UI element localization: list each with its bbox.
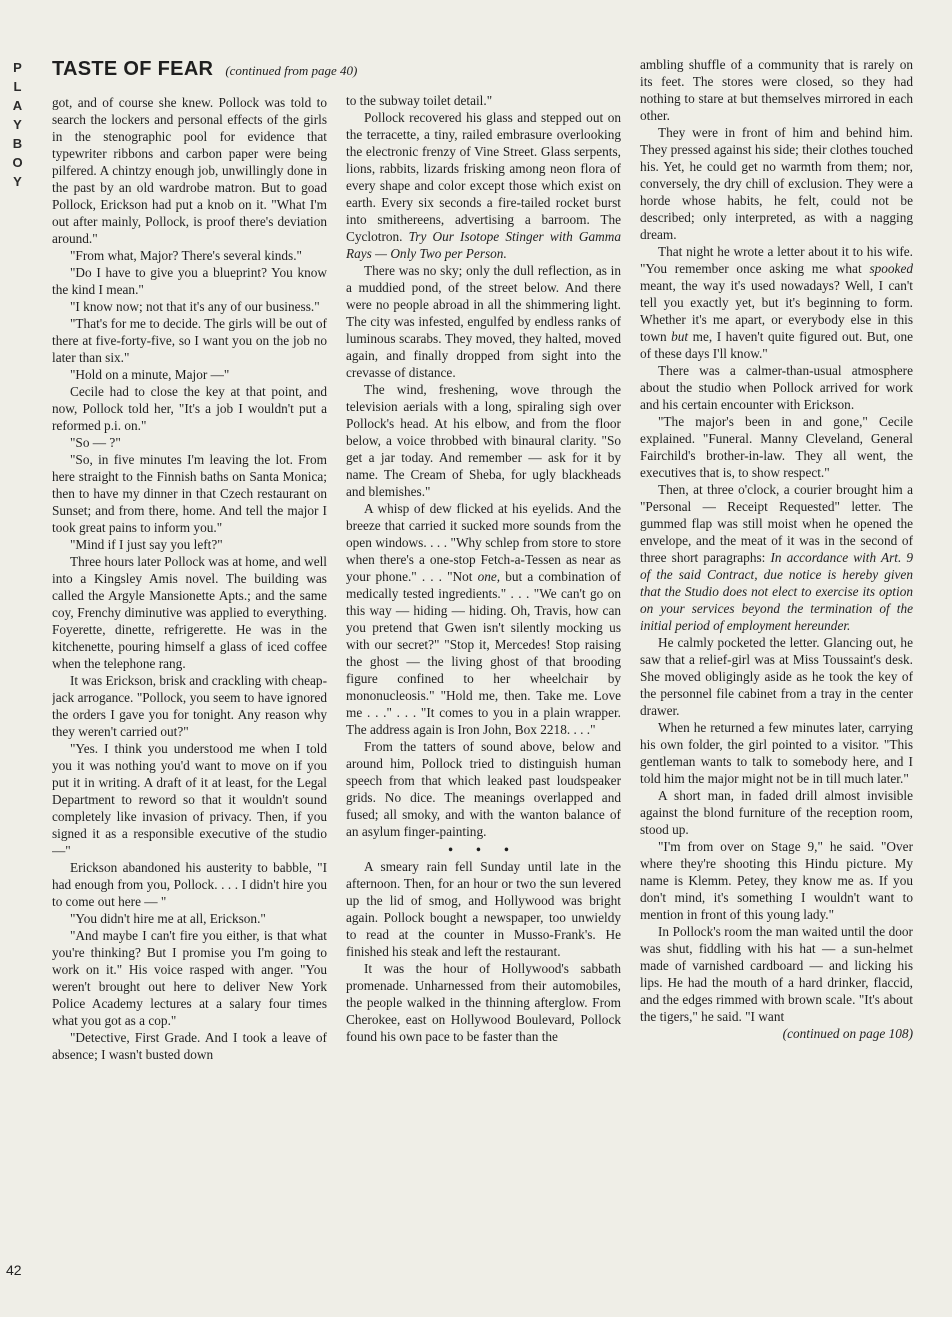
paragraph: "The major's been in and gone," Cecile explained. "Funeral. Manny Cleveland, General Fairchild's brother-in-law. They all went, the executives that is, to show respect."	[640, 414, 913, 480]
paragraph: There was a calmer-than-usual atmosphere about the studio when Pollock arrived for work and his certain encounter with Erickson.	[640, 363, 913, 412]
paragraph: A smeary rain fell Sunday until late in the afternoon. Then, for an hour or two the sun levered up the lid of smog, and Hollywood was bright again. Pollock bought a newspaper, too unwieldy to read at the counter in Musso-Frank's. He finished his steak and left the restaurant.	[346, 859, 621, 959]
article-header	[52, 58, 612, 86]
continued-on-note: (continued on page 108)	[782, 1026, 913, 1041]
page-number: 42	[6, 1262, 22, 1278]
paragraph: He calmly pocketed the letter. Glancing out, he saw that a relief-girl was at Miss Toussaint's desk. She moved obligingly aside as he took the key of the personnel file cabinet from a tray in the center drawer.	[640, 635, 913, 718]
paragraph: "So, in five minutes I'm leaving the lot. From here straight to the Finnish baths on Santa Monica; then to have my dinner in that Czech restaurant on Sunset; and from there, home. And tell the major I took great pains to inform you."	[52, 452, 327, 535]
paragraph-text: but a combination of medically tested ingredients." . . . "We can't go on this way — hiding — hiding. Oh, Travis, how can you pretend that Gwen isn't silently mocking us with our secret?" "Stop it, Mercedes! Stop raising the ghost — the living ghost of that brooding figure confined to her wheelchair by mononucleosis." "Hold me, then. Take me. Love me . . ." . . . "It comes to you in a plain wrapper. The address again is Iron John, Box 2218. . . ."	[346, 569, 621, 737]
paragraph: In Pollock's room the man waited until the door was shut, fiddling with his hat — a sun-helmet made of varnished cardboard — and licking his lips. He had the mouth of a hard drinker, flaccid, and the edges rimmed with brown scale. "It's about the tigers," he said. "I want	[640, 924, 913, 1024]
paragraph: "And maybe I can't fire you either, is that what you're thinking? But I promise you I'm going to work on it." His voice rasped with anger. "You weren't brought out here to deliver New York Police Academy lectures at a salary four times what you got as a cop."	[52, 928, 327, 1028]
paragraph: "Hold on a minute, Major —"	[70, 367, 230, 382]
paragraph: When he returned a few minutes later, carrying his own folder, the girl pointed to a visitor. "This gentleman wants to talk to somebody here, and I told him the major might not be in till much later."	[640, 720, 913, 786]
article-title: TASTE OF FEAR	[52, 58, 214, 80]
paragraph-text: A whisp of dew flicked at his eyelids. And the breeze that carried it sucked more sounds from the open windows. . . . "Why schlep from store to store when there's a one-stop Fetch-a-Tessen as near as your phone." . . . "Not	[346, 501, 621, 584]
text-column-3	[640, 56, 913, 1296]
paragraph: "I'm from over on Stage 9," he said. "Over where they're shooting this Hindu picture. My name is Klemm. Petey, they know me as. If you don't mind, it's something I wouldn't want to mention in front of this young lady."	[640, 839, 913, 922]
paragraph	[346, 109, 621, 262]
text-column-2	[346, 92, 621, 1282]
paragraph: From the tatters of sound above, below and around him, Pollock tried to distinguish human speech from that which leaked past loudspeaker grids. No dice. The meanings overlapped and fused; all smoky, and with the wanton balance of an asylum finger-painting.	[346, 739, 621, 839]
paragraph	[640, 243, 913, 362]
section-separator: • • •	[448, 842, 519, 857]
paragraph: ambling shuffle of a community that is rarely on its feet. The stores were closed, so they had nothing to stare at but themselves mirrored in each other.	[640, 57, 913, 123]
paragraph: "Detective, First Grade. And I took a leave of absence; I wasn't busted down	[52, 1030, 327, 1062]
paragraph: There was no sky; only the dull reflection, as in a muddied pond, of the street below. And there were no people abroad in all the shimmering light. The city was infested, engulfed by endless ranks of luminous scarabs. They moved, they halted, moved again, and finally dropped from sight into the crevasse of distance.	[346, 263, 621, 380]
paragraph: It was the hour of Hollywood's sabbath promenade. Unharnessed from their automobiles, the people walked in the thinning afterglow. From Cherokee, east on Hollywood Boulevard, Pollock found his own pace to be faster than the	[346, 961, 621, 1044]
paragraph	[640, 481, 913, 634]
paragraph: "From what, Major? There's several kinds."	[70, 248, 302, 263]
paragraph: Erickson abandoned his austerity to babble, "I had enough from you, Pollock. . . . I didn't hire you to come out here — "	[52, 860, 327, 909]
paragraph: to the subway toilet detail."	[346, 93, 493, 108]
paragraph: "Yes. I think you understood me when I told you it was nothing you'd want to move on if you put it in writing. A draft of it at least, for the Legal Department to reword so that it wouldn't sound completely like invasion of privacy. Then, if you signed it as a responsible executive of the studio —"	[52, 741, 327, 858]
italic-word: one,	[477, 569, 501, 584]
text-column-1	[52, 94, 327, 1279]
paragraph: Cecile had to close the key at that point, and now, Pollock told her, "It's a job I wouldn't put a reformed p.i. on."	[52, 384, 327, 433]
paragraph: They were in front of him and behind him. They pressed against his side; their clothes touched his. Yet, he could get no warmth from them; nor, conversely, the dry chill of exclusion. They were a horde whose habits, he felt, could not be described; only interpreted, as with a nagging dream.	[640, 125, 913, 242]
paragraph: "So — ?"	[70, 435, 121, 450]
paragraph: "You didn't hire me at all, Erickson."	[70, 911, 266, 926]
paragraph-text: Pollock recovered his glass and stepped out on the terracette, a tiny, railed embrasure overlooking the electronic frenzy of Vine Street. Glass serpents, lions, rabbits, lizards frisking among neon flora of every shape and color except those which exist on earth. Every six seconds a fire-tailed rocket burst into smithereens, advertising a barroom. The Cyclotron.	[346, 110, 621, 244]
italic-word: spooked	[869, 261, 913, 276]
paragraph: The wind, freshening, wove through the television aerials with a long, spiraling sigh over Pollock's head. At his elbow, and from the floor below, a voice throbbed with binaural clarity. "So get a jar today. And remember — ask for it by name. The Cream of Sheba, for ugly blackheads and blemishes."	[346, 382, 621, 499]
continued-from-note: (continued from page 40)	[225, 63, 358, 78]
paragraph-text: me, I haven't quite figured out. But, one of these days I'll know."	[640, 329, 913, 361]
paragraph: "That's for me to decide. The girls will be out of there at five-forty-five, so I want you on the job no later than six."	[52, 316, 327, 365]
paragraph-text: Then, at three o'clock, a courier brought him a "Personal — Receipt Requested" letter. The gummed flap was still moist when he opened the envelope, and the meat of it was in the second of three short paragraphs:	[640, 482, 913, 565]
paragraph: "Do I have to give you a blueprint? You know the kind I mean."	[52, 265, 327, 297]
paragraph-text: meant, the way it's used nowadays? Well, I can't tell you exactly yet, but it's beginning to form. Whether it's me apart, or everybody else in this town	[640, 278, 913, 344]
italic-word: but	[671, 329, 689, 344]
paragraph	[346, 500, 621, 738]
paragraph: "I know now; not that it's any of our business."	[70, 299, 320, 314]
paragraph: "Mind if I just say you left?"	[70, 537, 223, 552]
paragraph: A short man, in faded drill almost invisible against the blond furniture of the reception room, stood up.	[640, 788, 913, 837]
paragraph: It was Erickson, brisk and crackling with cheap-jack arrogance. "Pollock, you seem to have ignored the orders I gave you for tonight. Any reason why they weren't carried out?"	[52, 673, 327, 739]
paragraph: got, and of course she knew. Pollock was told to search the lockers and personal effects of the girls in the stenographic pool for evidence that typewriter ribbons and carbon paper were being pilfered. A chintzy enough job, unwillingly done in the past by an old wardrobe matron. But to goad Pollock, Erickson had put a knob on it. "What I'm out after mainly, Pollock, is proof there's deviation around."	[52, 95, 327, 246]
paragraph: Three hours later Pollock was at home, and well into a Kingsley Amis novel. The building was called the Argyle Mansionette Apts.; and the same coy, Frenchy diminutive was applied to everything. Foyerette, dinette, refrigerette. He was in the kitchenette, pouring himself a glass of iced coffee when the telephone rang.	[52, 554, 327, 671]
italic-contract-notice: In accordance with Art. 9 of the said Contract, due notice is hereby given that the Studio does not elect to exercise its option on your services beyond the termination of the initial period of employment hereunder.	[640, 550, 913, 633]
italic-slogan: Try Our Isotope Stinger with Gamma Rays — Only Two per Person.	[346, 229, 621, 261]
magazine-brand-vertical: PLAYBOY	[10, 60, 25, 193]
paragraph-text: That night he wrote a letter about it to his wife. "You remember once asking me what	[640, 244, 913, 276]
